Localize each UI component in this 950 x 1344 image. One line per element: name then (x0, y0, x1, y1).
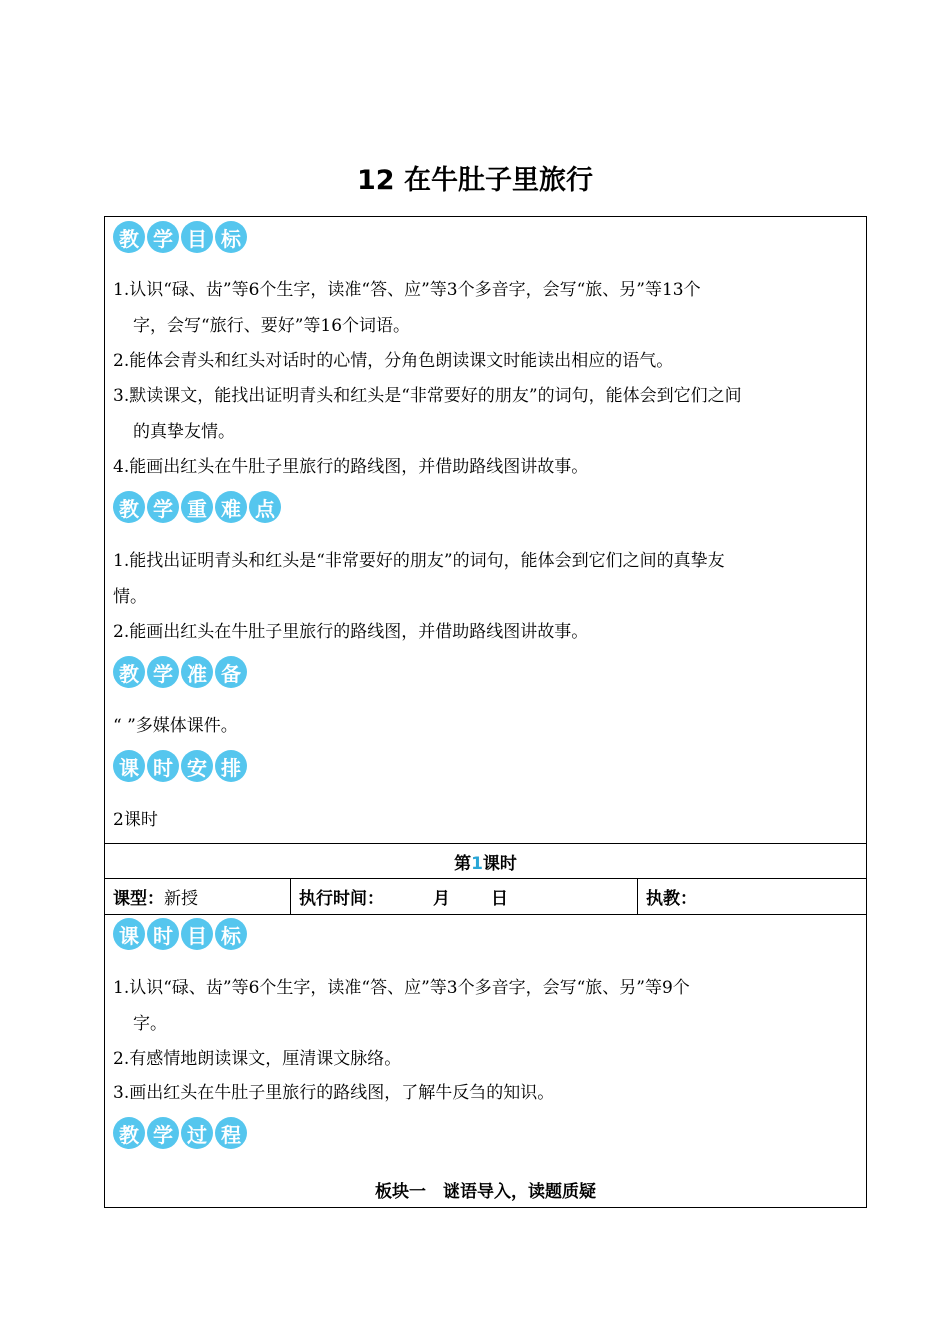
section-one-heading: 板块一 谜语导入，读题质疑 (375, 1182, 596, 1202)
key-point-line: 情。 (113, 587, 147, 607)
execution-time-cell: 执行时间： (299, 889, 384, 909)
key-point-line: 2.能画出红头在牛肚子里旅行的路线图，并借助路线图讲故事。 (113, 622, 589, 642)
page-title: 12 在牛肚子里旅行 (357, 165, 593, 196)
goal-line: 1.认识“碌、齿”等6个生字，读准“答、应”等3个多音字，会写“旅、另”等13个 (113, 280, 701, 300)
schedule-text: 2课时 (113, 810, 158, 830)
table-divider (290, 878, 291, 914)
lesson-goal-line: 1.认识“碌、齿”等6个生字，读准“答、应”等3个多音字，会写“旅、另”等9个 (113, 978, 690, 998)
month-label: 月 (433, 889, 450, 909)
preparation-text: “ ”多媒体课件。 (113, 716, 238, 736)
table-divider (637, 878, 638, 914)
goal-line: 4.能画出红头在牛肚子里旅行的路线图，并借助路线图讲故事。 (113, 457, 589, 477)
lesson-type-cell: 课型：新授 (113, 889, 198, 909)
key-points-badge: 教 学 重 难 点 (113, 489, 281, 525)
lesson-goals-badge: 课 时 目 标 (113, 916, 247, 952)
goal-line: 3.默读课文，能找出证明青头和红头是“非常要好的朋友”的词句，能体会到它们之间 (113, 386, 742, 406)
goal-line: 2.能体会青头和红头对话时的心情，分角色朗读课文时能读出相应的语气。 (113, 351, 674, 371)
goal-line: 字，会写“旅行、要好”等16个词语。 (133, 316, 411, 336)
teaching-process-badge: 教 学 过 程 (113, 1115, 247, 1151)
teaching-goals-badge: 教 学 目 标 (113, 219, 247, 255)
day-label: 日 (491, 889, 508, 909)
lesson-header: 第1课时 (454, 854, 517, 874)
goal-line: 的真挚友情。 (133, 422, 235, 442)
key-point-line: 1.能找出证明青头和红头是“非常要好的朋友”的词句，能体会到它们之间的真挚友 (113, 551, 725, 571)
table-divider (104, 878, 867, 879)
lesson-goal-line: 3.画出红头在牛肚子里旅行的路线图，了解牛反刍的知识。 (113, 1083, 555, 1103)
teacher-cell: 执教： (646, 889, 697, 909)
lesson-goal-line: 字。 (133, 1014, 167, 1034)
preparation-badge: 教 学 准 备 (113, 654, 247, 690)
table-divider (104, 843, 867, 844)
table-divider (104, 914, 867, 915)
lesson-goal-line: 2.有感情地朗读课文，厘清课文脉络。 (113, 1049, 402, 1069)
schedule-badge: 课 时 安 排 (113, 748, 247, 784)
